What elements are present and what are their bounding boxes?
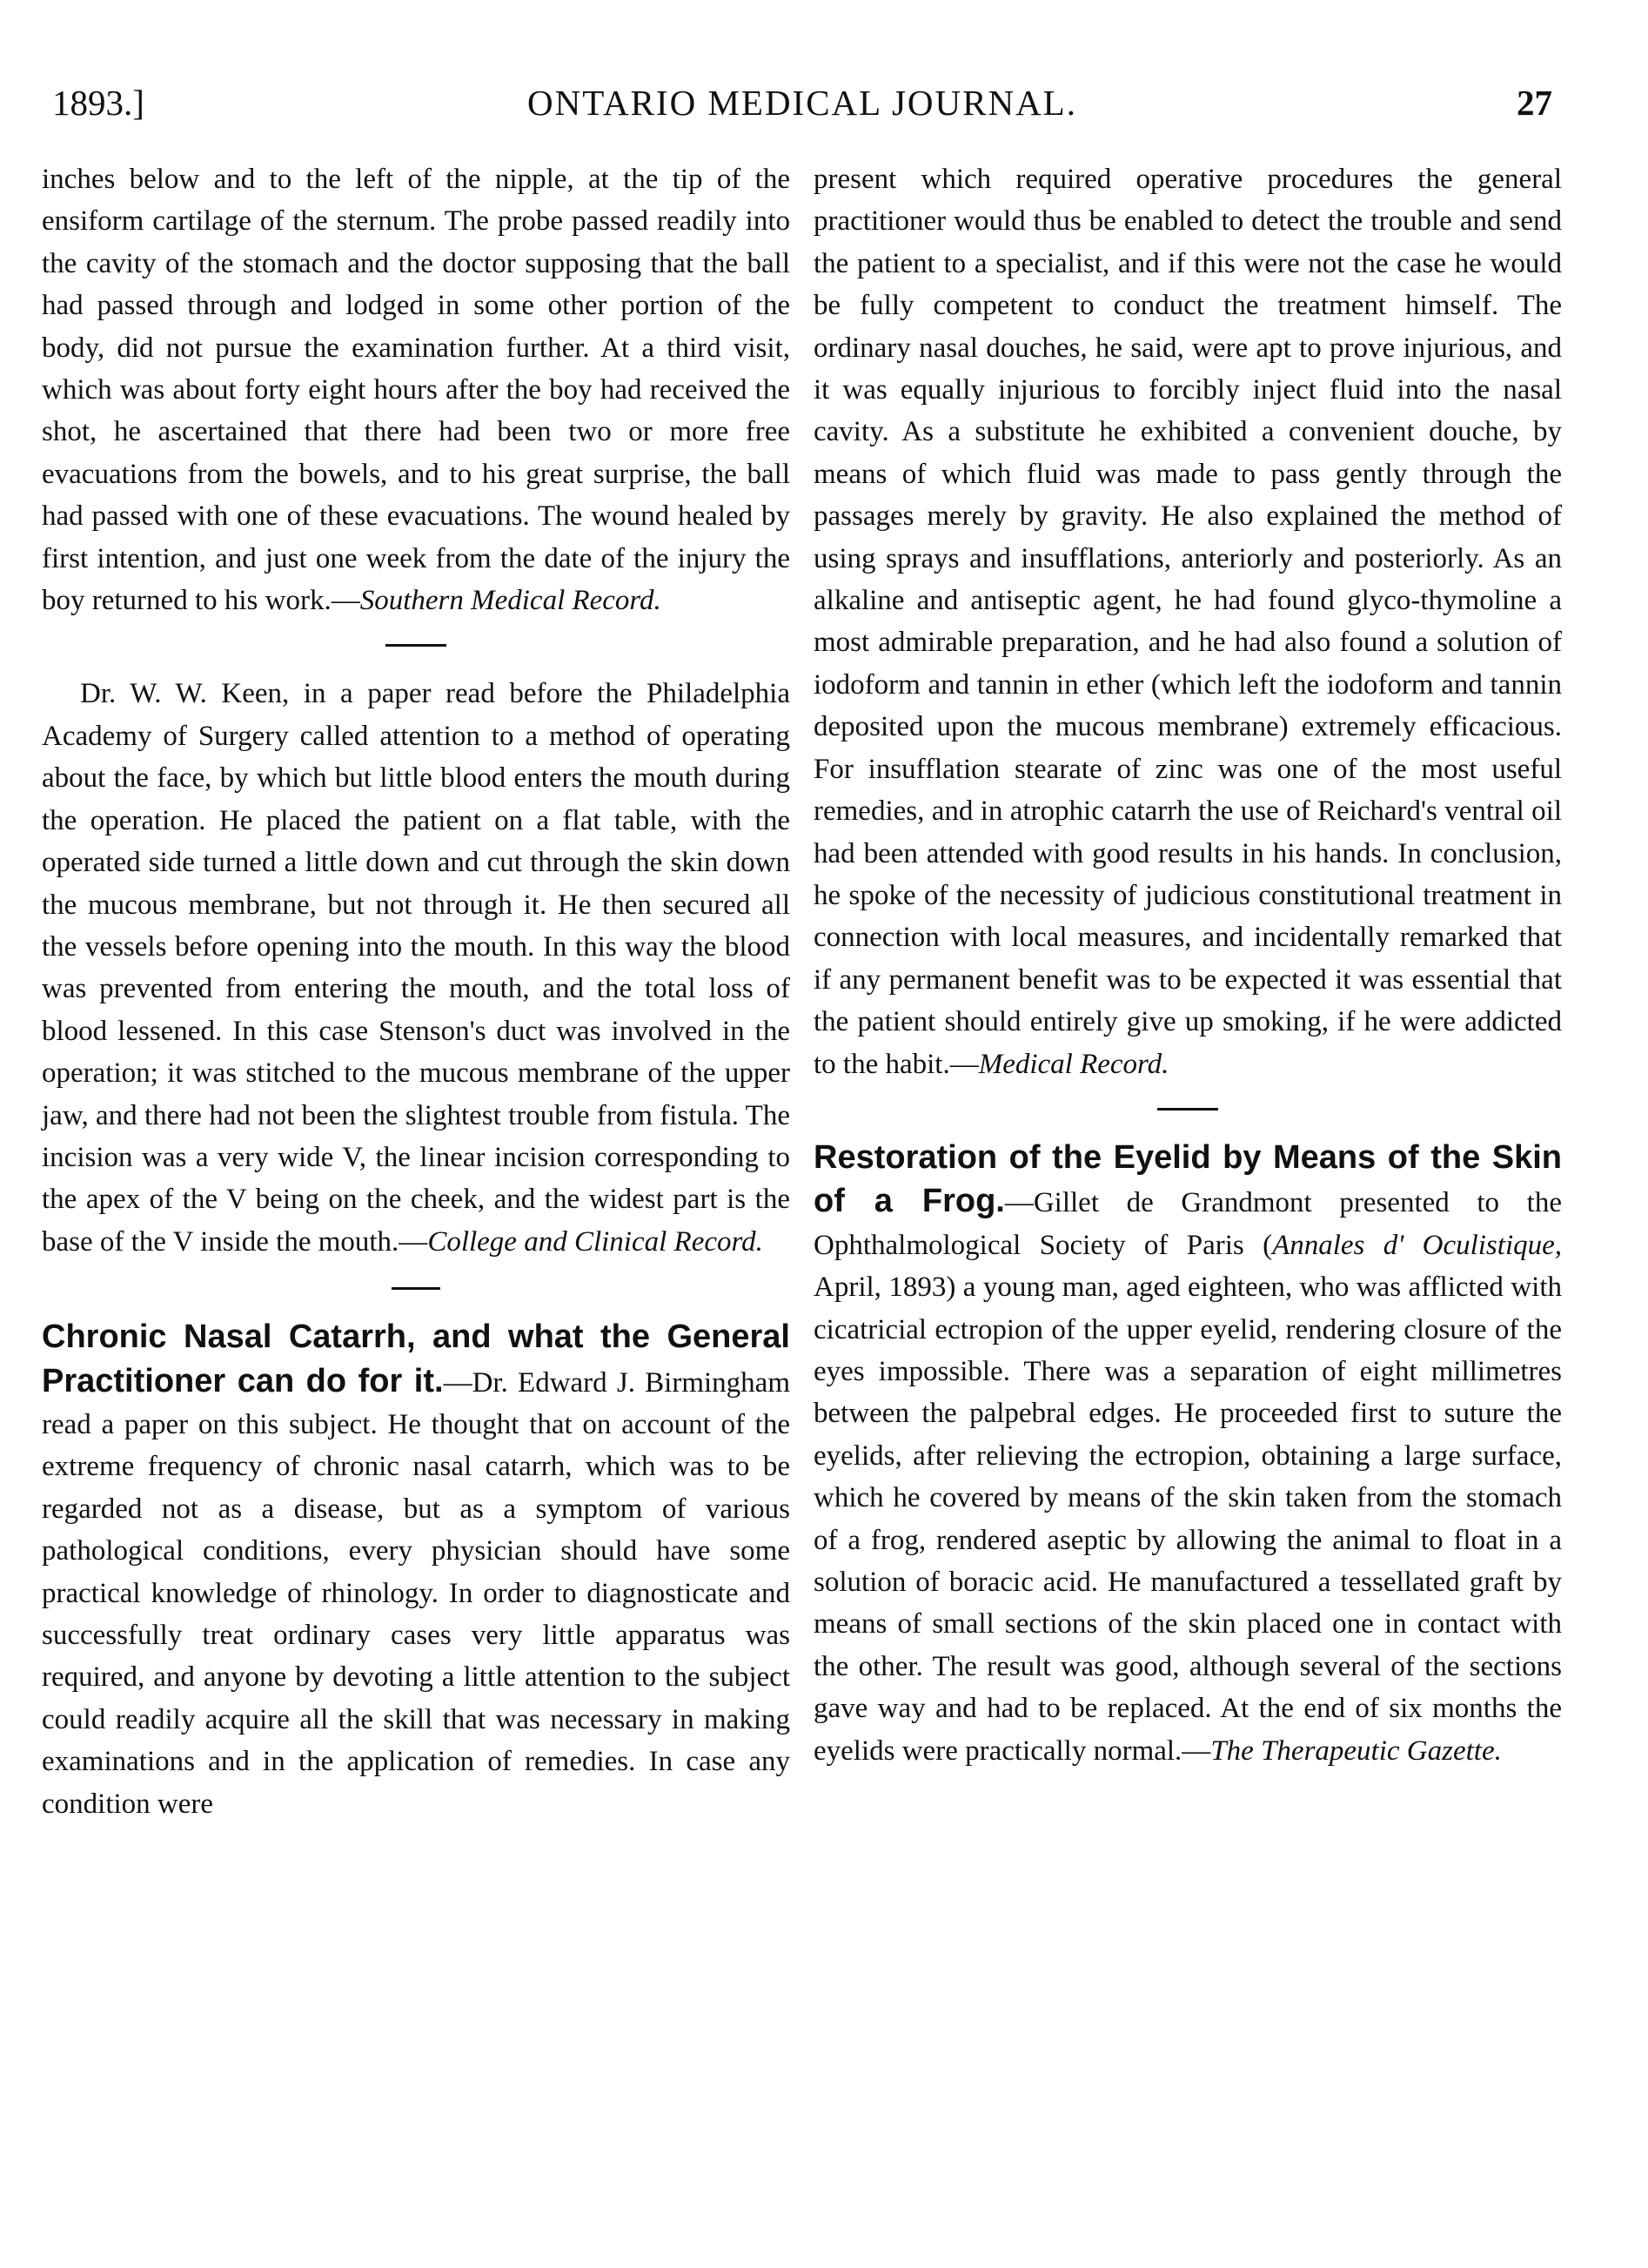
keen-text: Dr. W. W. Keen, in a paper read before the Philadelphia Academy of Surgery called attention to a method of operating about the face, by which but little blood enters the mouth during the operation. He placed the patient on a flat table, with the operated side turned a little down and cut through the skin down the mucous membrane, but not through it. He then secured all the vessels before opening into the mouth. In this way the blood was prevented from entering the mouth, and the total loss of blood lessened. In this case Stenson's duct was involved in the operation; it was stitched to the mucous membrane of the upper jaw, and there had not been the slightest trouble from fistula. The incision was a very wide V, the linear incision corresponding to the apex of the V being on the cheek, and the widest part is the base of the V inside the mouth.— <box>42 678 790 1258</box>
eyelid-heading: Restoration of the Eyelid by Means of the Skin of a Frog. <box>814 1138 1562 1220</box>
catarrh-cont-text: present which required operative procedures the general practitioner would thus be enabled to detect the trouble and send the patient to a specialist, and if this were not the case he would be fully competent to conduct the treatment himself. The ordinary nasal douches, he said, were apt to prove injurious, and it was equally injurious to forcibly inject fluid into the nasal cavity. As a substitute he exhibited a convenient douche, by means of which fluid was made to pass gently through the passages merely by gravity. He also explained the method of using sprays and insufflations, anteriorly and posteriorly. As an alkaline and antiseptic agent, he had found glyco-thymoline a most admirable preparation, and he had also found a solution of iodoform and tannin in ether (which left the iodoform and tannin deposited upon the mucous membrane) extremely efficacious. For insufflation stearate of zinc was one of the most useful remedies, and in atrophic catarrh the use of Reichard's ventral oil had been attended with good results in his hands. In conclusion, he spoke of the necessity of judicious constitutional treatment in connection with local measures, and incidentally remarked that if any permanent benefit was to be expected it was essential that the patient should entirely give up smoking, if he were addicted to the habit.— <box>814 164 1562 1080</box>
section-divider <box>385 644 446 647</box>
catarrh-continuation <box>814 158 1562 1085</box>
catarrh-text: —Dr. Edward J. Birmingham read a paper on this subject. He thought that on account of the extreme frequency of chronic nasal catarrh, which was to be regarded not as a disease, but as a symptom of various pathological conditions, every physician should have some practical knowledge of rhinology. In order to diagnosticate and successfully treat ordinary cases very little apparatus was required, and anyone by devoting a little attention to the subject could readily acquire all the skill that was necessary in making examinations and in the application of remedies. In case any condition were <box>42 1366 790 1820</box>
left-column <box>42 158 790 1825</box>
keen-article <box>42 673 790 1263</box>
eyelid-text-1: —Gillet de Grandmont presented to the Ophthalmological Society of Paris ( <box>814 1187 1562 1261</box>
section-divider <box>1157 1108 1218 1111</box>
catarrh-heading: Chronic Nasal Catarrh, and what the General Practitioner can do for it. <box>42 1319 790 1399</box>
header-year: 1893.] <box>52 83 144 123</box>
journal-title: ONTARIO MEDICAL JOURNAL. <box>527 83 1077 123</box>
eyelid-source: The Therapeutic Gazette. <box>1210 1735 1502 1767</box>
eyelid-article <box>814 1137 1562 1772</box>
running-header <box>52 77 1552 129</box>
article-continuation <box>42 158 790 621</box>
catarrh-article <box>42 1316 790 1825</box>
continuation-source: Southern Medical Record. <box>359 585 661 617</box>
section-divider <box>392 1287 440 1290</box>
right-column <box>814 158 1562 1772</box>
continuation-text: inches below and to the left of the nipple, at the tip of the ensiform cartilage of the sternum. The probe passed readily into the cavity of the stomach and the doctor supposing that the ball had passed through and lodged in some other portion of the body, did not pursue the examination further. At a third visit, which was about forty eight hours after the boy had received the shot, he ascertained that there had been two or more free evacuations from the bowels, and to his great surprise, the ball had passed with one of these evacuations. The wound healed by first intention, and just one week from the date of the injury the boy returned to his work.— <box>42 164 790 617</box>
page-number: 27 <box>1517 83 1552 123</box>
eyelid-journal: Annales d' Oculistique, <box>1272 1229 1563 1261</box>
eyelid-text-2: April, 1893) a young man, aged eighteen, who was afflicted with cicatricial ectropion of the upper eyelid, rendering closure of the eyes impossible. There was a separation of eight millimetres between the palpebral edges. He proceeded first to suture the eyelids, after relieving the ectropion, obtaining a large surface, which he covered by means of the skin taken from the stomach of a frog, rendered aseptic by allowing the animal to float in a solution of boracic acid. He manufactured a tessellated graft by means of small sections of the skin placed one in contact with the other. The result was good, although several of the sections gave way and had to be replaced. At the end of six months the eyelids were practically normal.— <box>814 1272 1562 1767</box>
catarrh-source: Medical Record. <box>978 1048 1169 1080</box>
keen-source: College and Clinical Record. <box>427 1225 763 1258</box>
